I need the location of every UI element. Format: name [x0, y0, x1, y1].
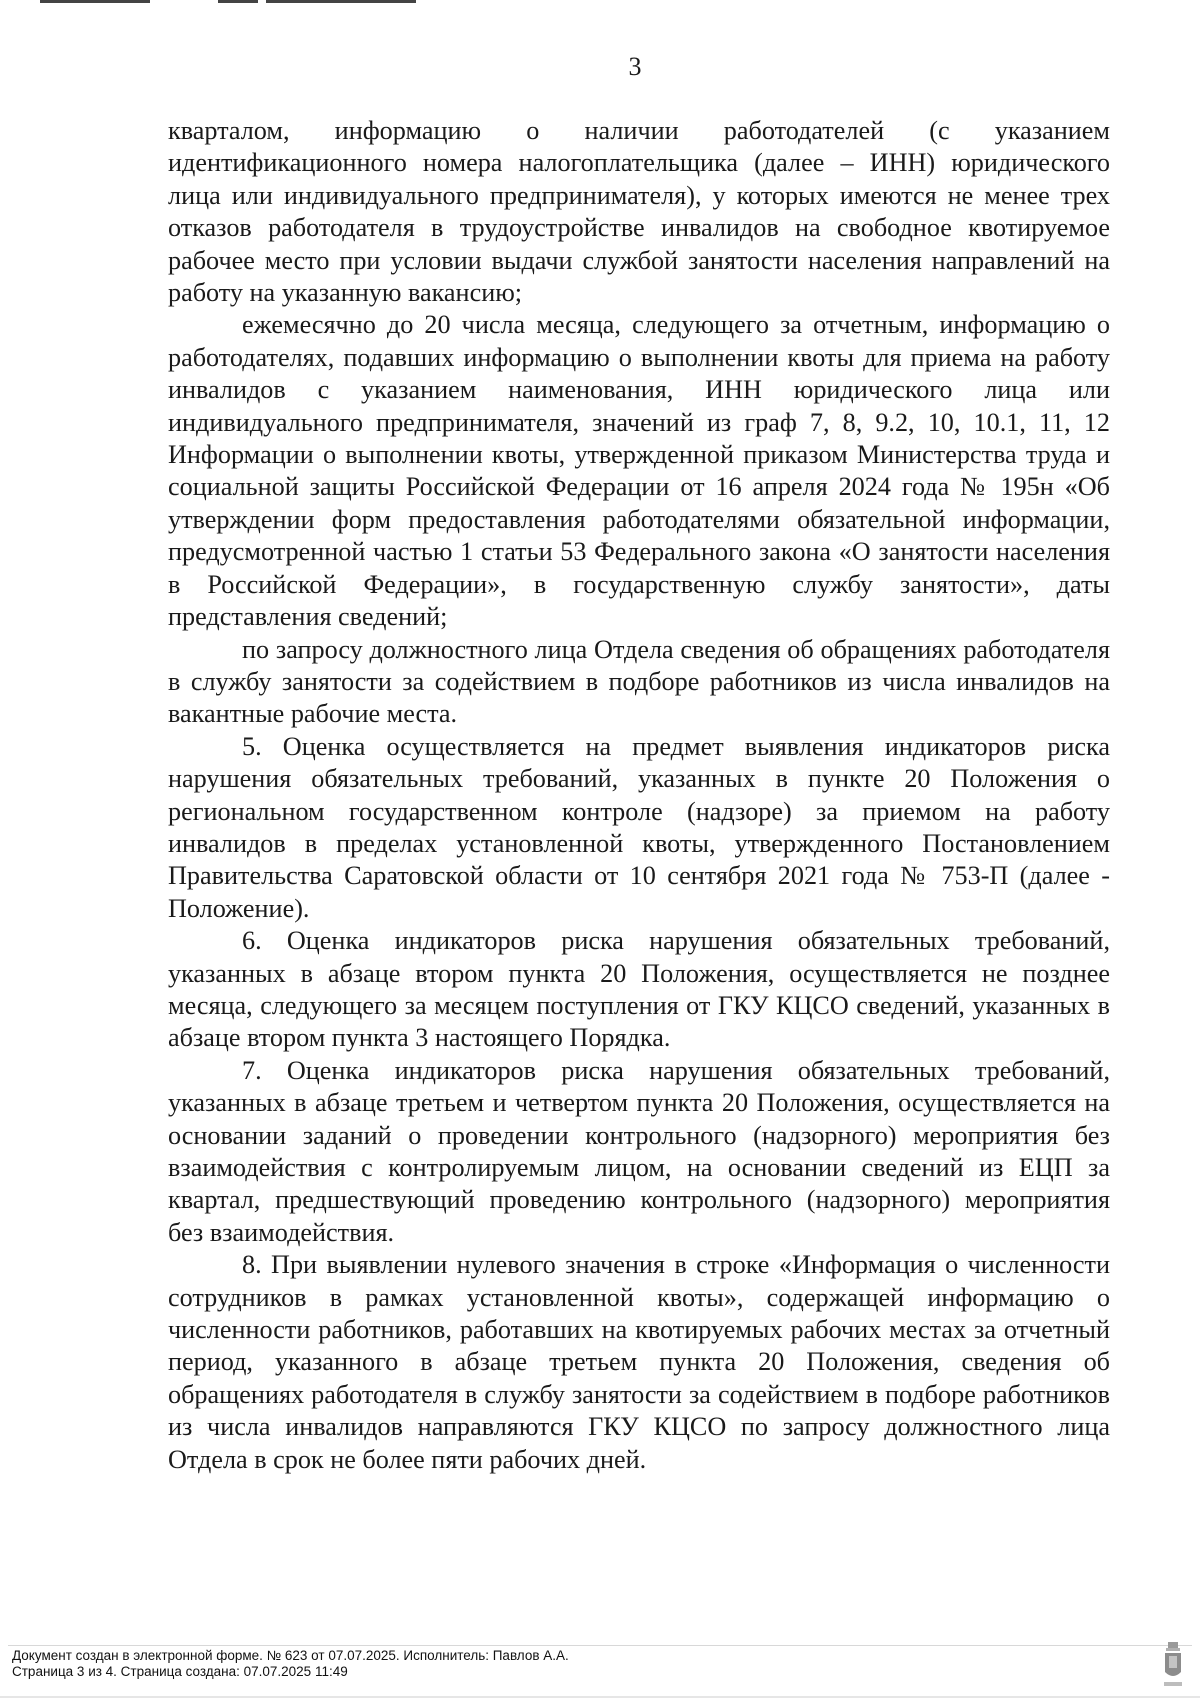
footer-divider	[8, 1645, 1192, 1646]
document-footer	[12, 1648, 569, 1680]
page-number: 3	[628, 52, 642, 81]
paragraph: ежемесячно до 20 числа месяца, следующего за отчетным, информацию о работодателях, подавших информацию о выполнении квоты для приема на работу инвалидов с указанием наименования, ИНН юридического лица или индивидуального предпринимателя, значений из граф 7, 8, 9.2, 10, 10.1, 11, 12 Информации о выполнении квоты, утвержденной приказом Министерства труда и социальной защиты Российской Федерации от 16 апреля 2024 года № 195н «Об утверждении форм предоставления работодателями обязательной информации, предусмотренной частью 1 статьи 53 Федерального закона «О занятости населения в Российской Федерации», в государственную службу занятости», даты представления сведений;	[168, 310, 1110, 632]
paragraph-item-8: 8. При выявлении нулевого значения в строке «Информация о численности сотрудников в рамках установленной квоты», содержащей информацию о численности работников, работавших на квотируемых рабочих местах за отчетный период, указанного в абзаце третьем пункта 20 Положения, сведения об обращениях работодателя в службу занятости за содействием в подборе работников из числа инвалидов направляются ГКУ КЦСО по запросу должностного лица Отдела в срок не более пяти рабочих дней.	[168, 1250, 1110, 1474]
cropped-header-fragment	[40, 0, 440, 6]
paragraph-item-5: 5. Оценка осуществляется на предмет выявления индикаторов риска нарушения обязательных требований, указанных в пункте 20 Положения о региональном государственном контроле (надзоре) за приемом на работу инвалидов в пределах установленной квоты, утвержденного Постановлением Правительства Саратовской области от 10 сентября 2021 года № 753-П (далее - Положение).	[168, 731, 1110, 923]
paragraph: по запросу должностного лица Отдела сведения об обращениях работодателя в службу занятости за содействием в подборе работников из числа инвалидов на вакантные рабочие места.	[168, 634, 1110, 729]
document-body	[168, 115, 1110, 1476]
footer-creation-info: Документ создан в электронной форме. № 623 от 07.07.2025. Исполнитель: Павлов А.А.	[12, 1648, 569, 1663]
coat-of-arms-icon	[1162, 1640, 1184, 1688]
paragraph-item-6: 6. Оценка индикаторов риска нарушения обязательных требований, указанных в абзаце втором пункта 20 Положения, осуществляется не позднее месяца, следующего за месяцем поступления от ГКУ КЦСО сведений, указанных в абзаце втором пункта 3 настоящего Порядка.	[168, 926, 1110, 1053]
paragraph-item-7: 7. Оценка индикаторов риска нарушения обязательных требований, указанных в абзаце третьем и четвертом пункта 20 Положения, осуществляется на основании заданий о проведении контрольного (надзорного) мероприятия без взаимодействия с контролируемым лицом, на основании сведений из ЕЦП за квартал, предшествующий проведению контрольного (надзорного) мероприятия без взаимодействия.	[168, 1055, 1110, 1247]
paragraph: кварталом, информацию о наличии работодателей (с указанием идентификационного номера налогоплательщика (далее – ИНН) юридического лица или индивидуального предпринимателя), у которых имеются не менее трех отказов работодателя в трудоустройстве инвалидов на свободное квотируемое рабочее место при условии выдачи службой занятости населения направлений на работу на указанную вакансию;	[168, 116, 1110, 308]
footer-page-info: Страница 3 из 4. Страница создана: 07.07.2025 11:49	[12, 1664, 348, 1679]
